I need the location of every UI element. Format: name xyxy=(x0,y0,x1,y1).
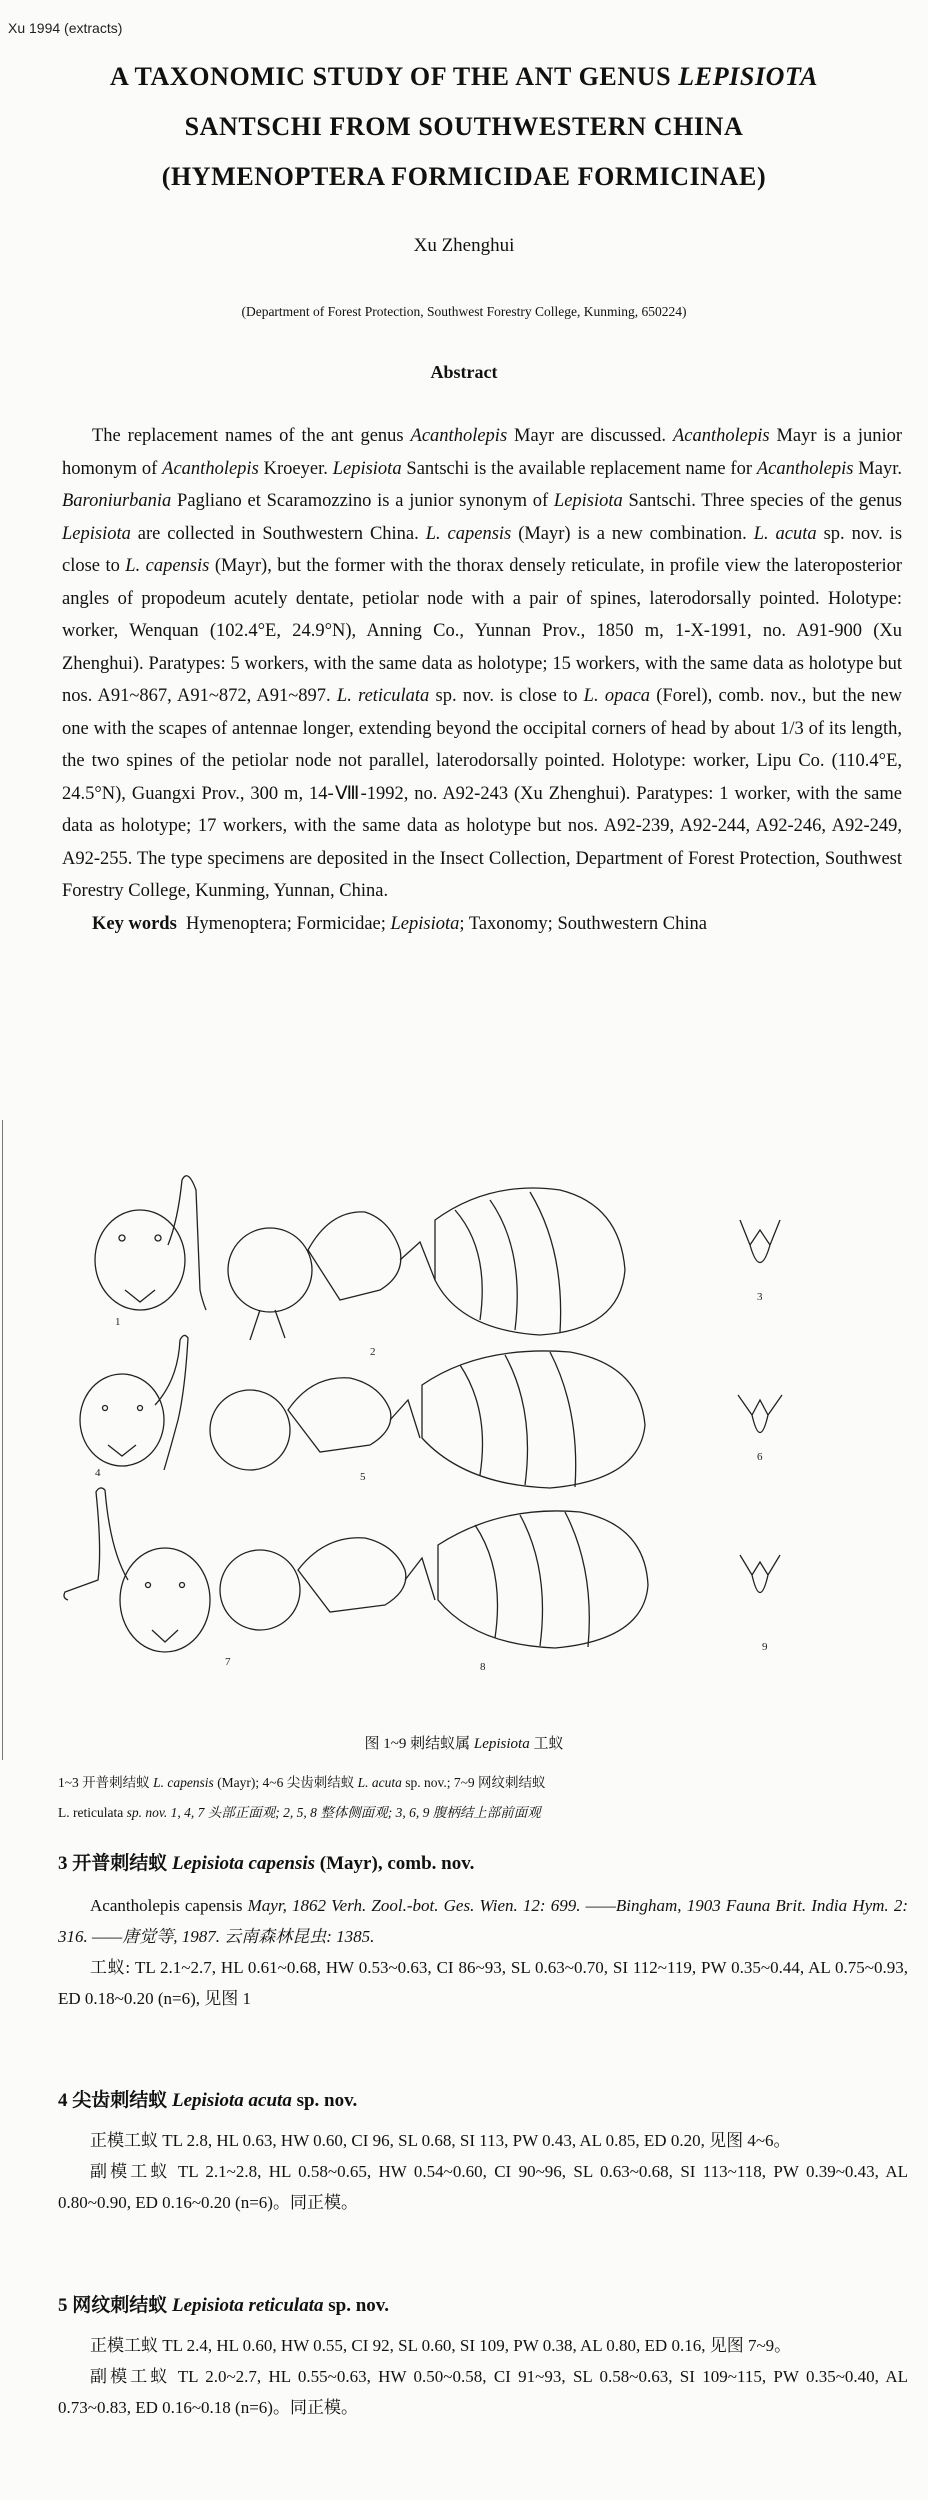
italic-taxon: Lepisiota xyxy=(62,523,131,544)
text-run: sp. nov. is close to xyxy=(429,686,584,706)
text-run: Santschi. Three species of the genus xyxy=(622,491,902,511)
title-line-1-text: A TAXONOMIC STUDY OF THE ANT GENUS xyxy=(109,62,679,91)
text-run: Pagliano et Scaramozzino is a junior synonym of xyxy=(171,491,554,511)
text-run: sp. nov.; 7~9 网纹刺结蚁 xyxy=(401,1775,546,1790)
title-line-3: (HYMENOPTERA FORMICIDAE FORMICINAE) xyxy=(161,162,767,191)
text-run: 工蚁: TL 2.1~2.7, HL 0.61~0.68, HW 0.53~0.63, CI 86~93, SL 0.63~0.70, SI 112~119, PW 0.35~0.44, AL 0.75~0.93, ED 0.18~0.20 (n=6), 见图 1 xyxy=(58,1958,908,2008)
fig1-head-front-drawing xyxy=(95,1176,206,1310)
figure-legend-line-1 xyxy=(58,1768,908,1798)
italic-taxon: Acantholepis xyxy=(756,458,854,479)
section-3-synonymy xyxy=(58,1890,908,1952)
section-5-body xyxy=(58,2330,908,2423)
text-run: (Mayr), but the former with the thorax densely reticulate, in profile view the lateroposterior angles of propodeum acutely dentate, petiolar node with a pair of spines, laterodorsally pointed. Holotype: worker, Wenquan (102.4°E, 24.9°N), Anning Co., Yunnan Prov., 1850 m, 1-X-1991, no. A91-900 (Xu Zhenghui). Paratypes: 5 workers, with the same data as holotype; 15 workers, with the same data as holotype but nos. A91~867, A91~872, A91~897. xyxy=(62,556,903,706)
title-line-1 xyxy=(0,62,928,92)
fig-label-4: 4 xyxy=(95,1467,101,1479)
fig-label-6: 6 xyxy=(757,1451,763,1463)
section-5-heading xyxy=(58,2290,908,2317)
abstract-heading: Abstract xyxy=(430,362,498,382)
fig-label-5: 5 xyxy=(360,1471,366,1483)
section-4-heading xyxy=(58,2085,908,2112)
italic-taxon: L. capensis xyxy=(153,1775,214,1790)
text-run: 正模工蚁 TL 2.8, HL 0.63, HW 0.60, CI 96, SL 0.68, SI 113, PW 0.43, AL 0.85, ED 0.20, 见图 4~6。 xyxy=(90,2131,791,2150)
section-3-body xyxy=(58,1890,908,2014)
text-run: ; Taxonomy; Southwestern China xyxy=(459,913,707,934)
fig2-profile-drawing xyxy=(228,1188,625,1340)
italic-taxon: Mayr, 1862 Verh. Zool.-bot. Ges. Wien. 12: 699. ——Bingham, 1903 Fauna Brit. India Hym. 2: 316. ——唐觉等, 1987. 云南森林昆虫: 1385. xyxy=(58,1896,908,1946)
text-run: (Mayr); 4~6 尖齿刺结蚁 xyxy=(213,1775,358,1790)
text-run: sp. nov. xyxy=(323,2295,389,2316)
text-run: sp. nov. xyxy=(291,2090,358,2111)
keywords xyxy=(62,908,902,941)
italic-taxon: Lepisiota xyxy=(553,491,623,511)
section-3-measurements xyxy=(58,1952,908,2014)
text-run: Santschi is the available replacement name for xyxy=(401,458,757,479)
italic-taxon: L. capensis xyxy=(425,523,512,544)
text-run: L. reticulata xyxy=(58,1805,124,1820)
text-run: Mayr. xyxy=(853,458,902,479)
section-4-paratypes xyxy=(58,2156,908,2218)
italic-taxon: Lepisiota xyxy=(390,913,460,934)
text-run: are collected in Southwestern China. xyxy=(130,523,426,544)
italic-taxon: Lepisiota capensis xyxy=(172,1853,316,1874)
text-run: 3 开普刺结蚁 xyxy=(58,1853,173,1874)
header-note: Xu 1994 (extracts) xyxy=(8,20,123,36)
ant-figure xyxy=(60,1160,920,1720)
fig-label-8: 8 xyxy=(480,1661,486,1673)
text-run: sp. nov. is close to xyxy=(62,523,903,576)
section-4-holotype xyxy=(58,2125,908,2156)
figure-legend xyxy=(58,1768,908,1828)
text-run: Mayr is a junior homonym of xyxy=(62,426,903,479)
text-run: 副模工蚁 TL 2.0~2.7, HL 0.55~0.63, HW 0.50~0.58, CI 91~93, SL 0.58~0.63, SI 109~115, PW 0.35~0.40, AL 0.73~0.83, ED 0.16~0.18 (n=6)。同正模。 xyxy=(58,2367,908,2417)
text-run: 图 1~9 刺结蚁属 xyxy=(364,1736,474,1752)
italic-taxon: sp. nov. 1, 4, 7 头部正面观; 2, 5, 8 整体侧面观; 3, 6, 9 腹柄结上部前面观 xyxy=(123,1805,541,1820)
section-5-holotype xyxy=(58,2330,908,2361)
fig4-head-front-drawing xyxy=(80,1335,188,1470)
text-run: 4 尖齿刺结蚁 xyxy=(58,2090,173,2111)
text-run: 副模工蚁 TL 2.1~2.8, HL 0.58~0.65, HW 0.54~0.60, CI 90~96, SL 0.63~0.68, SI 113~118, PW 0.39~0.43, AL 0.80~0.90, ED 0.16~0.20 (n=6)。同正模。 xyxy=(58,2162,908,2212)
italic-taxon: L. reticulata xyxy=(336,686,430,706)
fig-label-7: 7 xyxy=(225,1656,231,1668)
figure-caption xyxy=(0,1732,928,1753)
abstract-body xyxy=(62,420,902,940)
text-run: (Forel), comb. nov., but the new one with the scapes of antennae longer, extending beyond the occipital corners of head by about 1/3 of its length, the two spines of the petiolar node not parallel, laterodorsally pointed. Holotype: worker, Lipu Co. (110.4°E, 24.5°N), Guangxi Prov., 300 m, 14-Ⅷ-1992, no. A92-243 (Xu Zhenghui). Paratypes: 1 worker, with the same data as holotype; 17 workers, with the same data as holotype but nos. A92-239, A92-244, A92-246, A92-249, A92-255. The type specimens are deposited in the Insect Collection, Department of Forest Protection, Southwest Forestry College, Kunming, Yunnan, China. xyxy=(62,686,902,901)
italic-taxon: Acantholepis xyxy=(410,426,508,446)
italic-taxon: Lepisiota acuta xyxy=(172,2090,292,2111)
text-run: 工蚁 xyxy=(529,1736,564,1752)
keywords-label: Key words xyxy=(92,913,177,934)
italic-taxon: Lepisiota reticulata xyxy=(172,2295,324,2316)
italic-taxon: L. capensis xyxy=(125,556,210,576)
italic-taxon: Lepisiota xyxy=(473,1736,530,1752)
italic-taxon: Lepisiota xyxy=(332,458,402,479)
fig5-profile-drawing xyxy=(210,1351,645,1488)
figure-legend-line-2 xyxy=(58,1798,908,1828)
author: Xu Zhenghui xyxy=(413,235,515,256)
affiliation: (Department of Forest Protection, Southwest Forestry College, Kunming, 650224) xyxy=(241,304,687,319)
title-line-2: SANTSCHI FROM SOUTHWESTERN CHINA xyxy=(184,112,744,141)
fig-label-9: 9 xyxy=(762,1641,768,1653)
abstract-paragraph xyxy=(62,420,902,908)
italic-taxon: L. opaca xyxy=(583,686,651,706)
keywords-list xyxy=(186,914,707,934)
fig-label-2: 2 xyxy=(370,1346,376,1358)
text-run: 正模工蚁 TL 2.4, HL 0.60, HW 0.55, CI 92, SL 0.60, SI 109, PW 0.38, AL 0.80, ED 0.16, 见图 7~9。 xyxy=(90,2336,792,2355)
text-run: Hymenoptera; Formicidae; xyxy=(186,913,391,934)
fig9-petiole-drawing xyxy=(740,1555,780,1593)
section-5-paratypes xyxy=(58,2361,908,2423)
text-run: The replacement names of the ant genus xyxy=(92,426,411,446)
text-run: Kroeyer. xyxy=(258,458,333,479)
italic-taxon: Acantholepis xyxy=(162,458,259,479)
text-run: 5 网纹刺结蚁 xyxy=(58,2295,173,2316)
section-3-heading xyxy=(58,1848,908,1875)
italic-taxon: Acantholepis xyxy=(672,426,770,446)
italic-taxon: L. acuta xyxy=(753,523,817,544)
fig-label-3: 3 xyxy=(757,1291,763,1303)
text-run: Mayr are discussed. xyxy=(507,426,673,446)
italic-taxon: Baroniurbania xyxy=(62,491,172,511)
text-run: 1~3 开普刺结蚁 xyxy=(58,1775,154,1790)
fig8-profile-drawing xyxy=(220,1511,648,1648)
text-run: (Mayr) is a new combination. xyxy=(511,523,754,544)
text-run: Acantholepis capensis xyxy=(90,1896,243,1915)
text-run: (Mayr), comb. nov. xyxy=(315,1853,475,1874)
fig6-petiole-drawing xyxy=(738,1395,782,1433)
fig7-head-front-drawing xyxy=(64,1488,210,1652)
fig3-petiole-drawing xyxy=(740,1220,780,1263)
fig-label-1: 1 xyxy=(115,1316,121,1328)
title-genus-italic: LEPISIOTA xyxy=(678,62,819,91)
scan-margin-line xyxy=(2,1120,3,1760)
section-4-body xyxy=(58,2125,908,2218)
italic-taxon: L. acuta xyxy=(357,1775,402,1790)
